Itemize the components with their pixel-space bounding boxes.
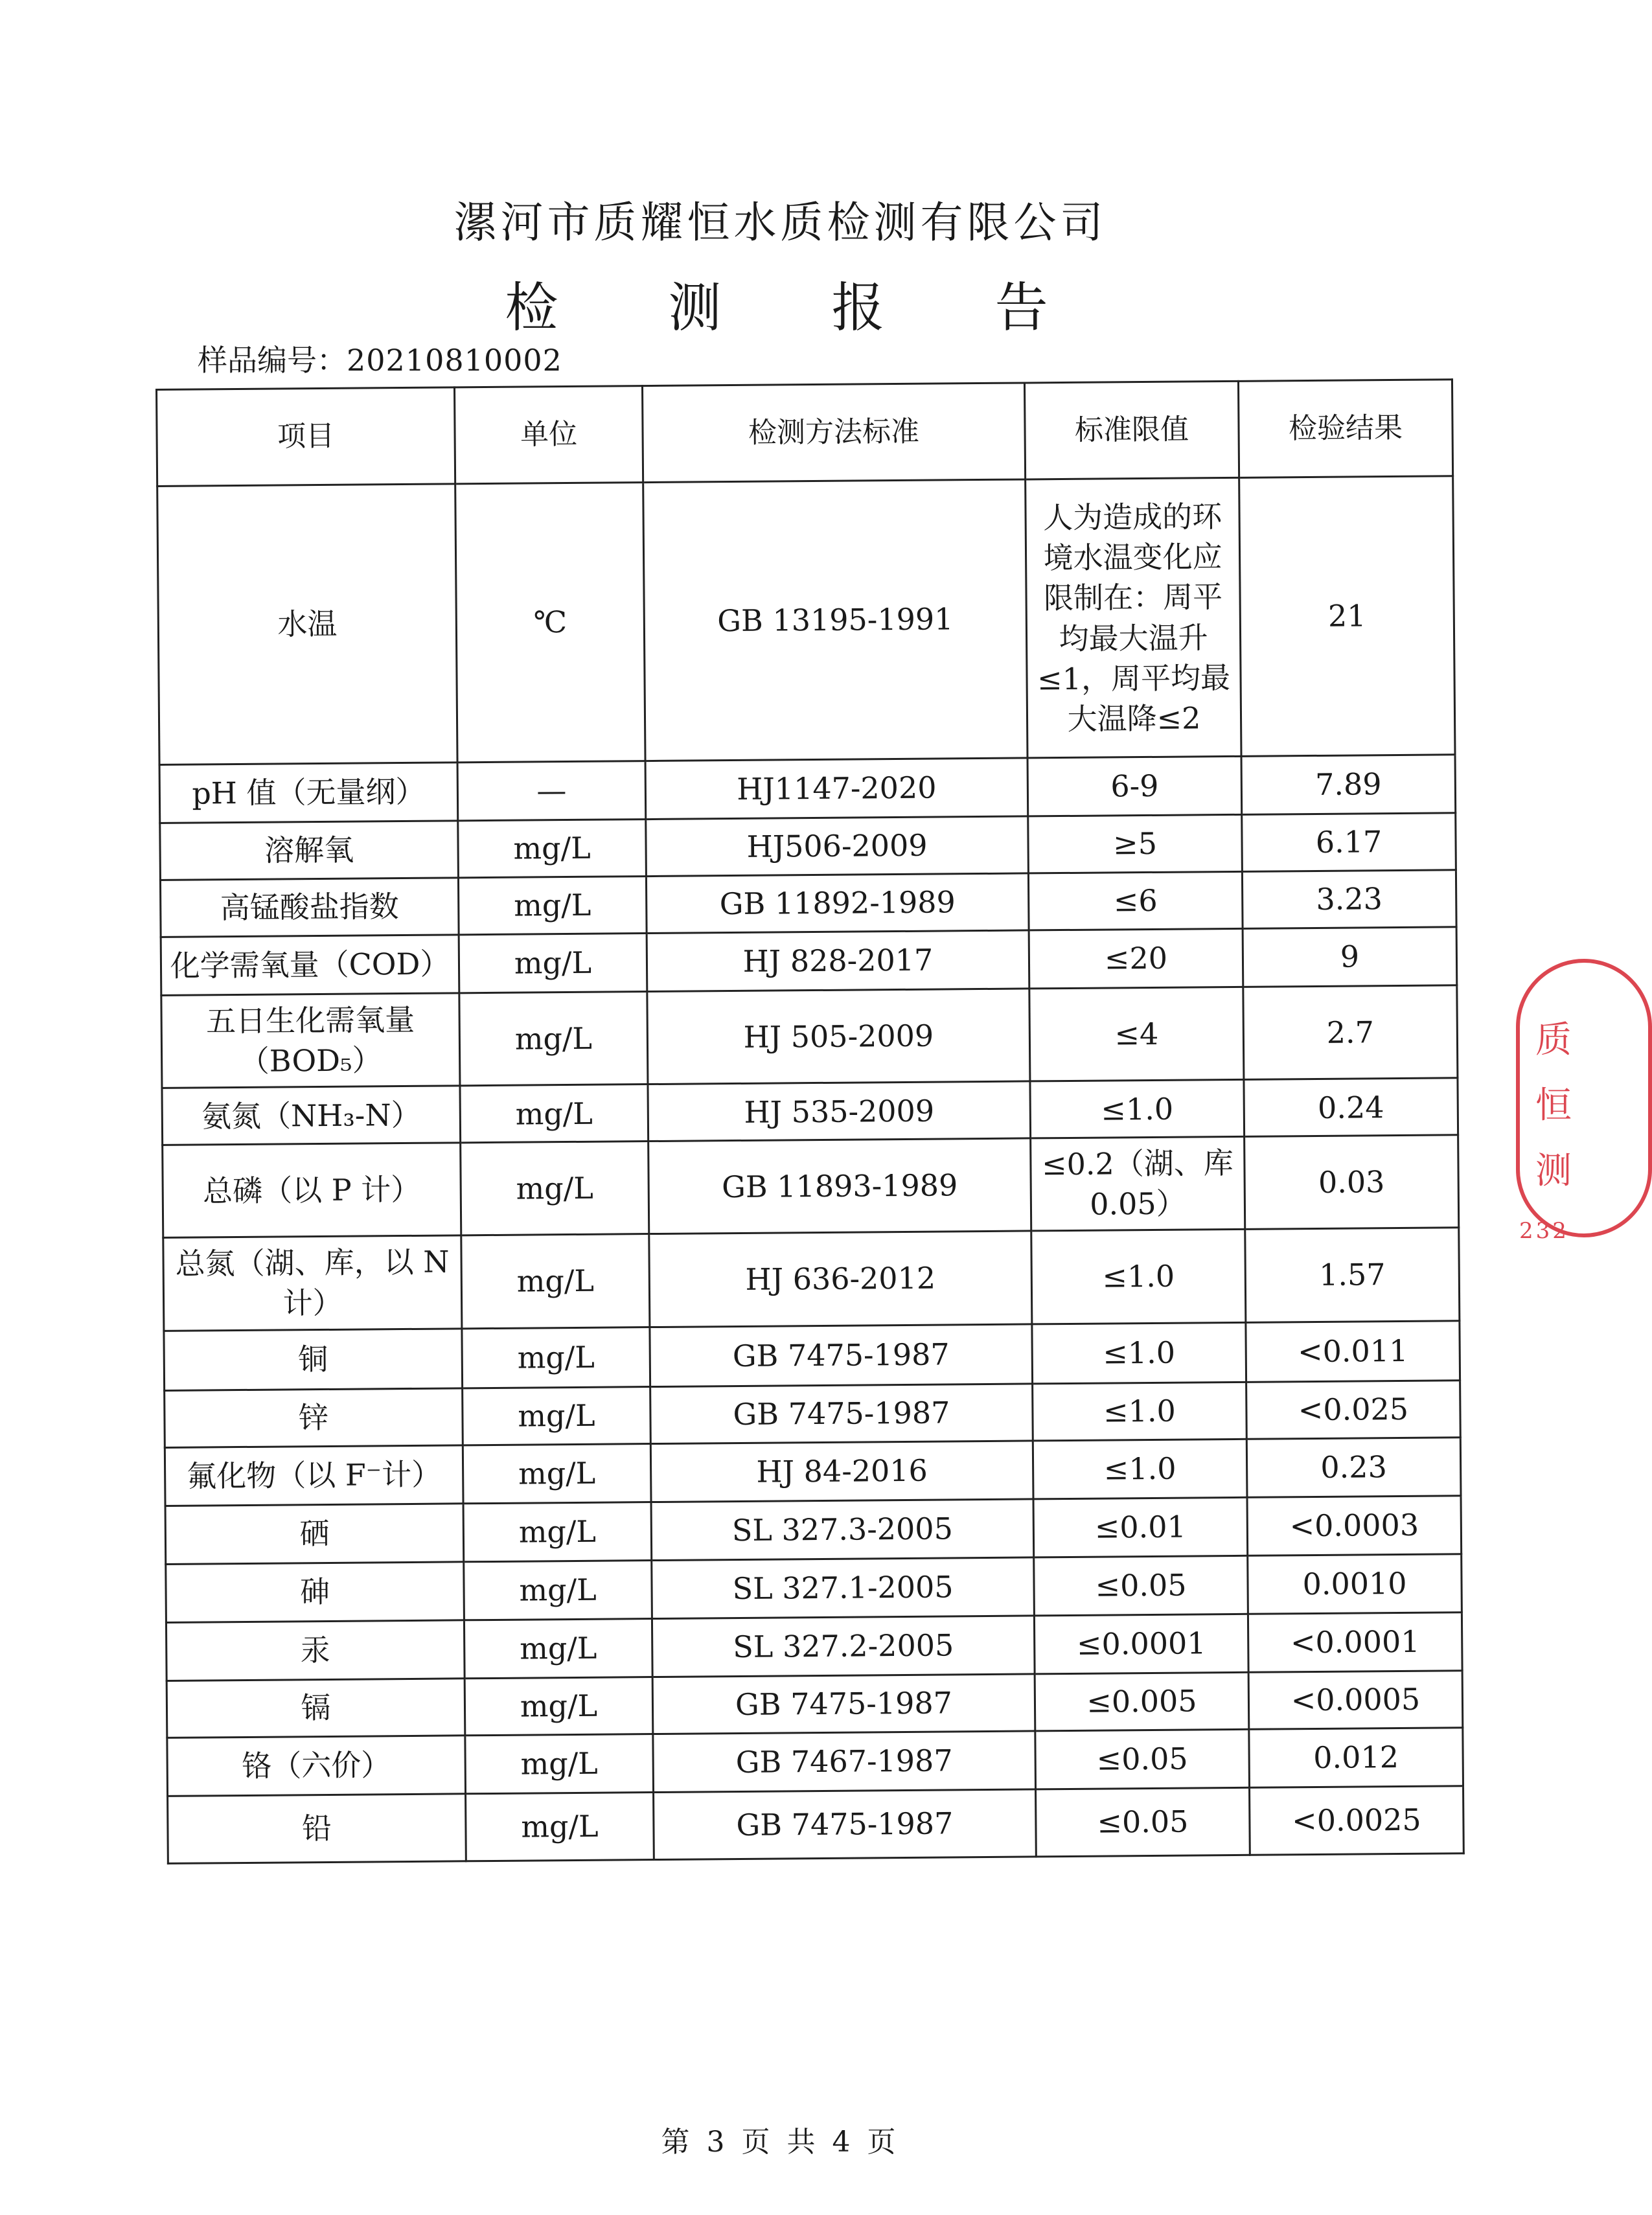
- row-item-cell: pH 值（无量纲）: [159, 763, 458, 823]
- table-row: [160, 813, 1456, 880]
- row-method-cell: GB 7475-1987: [650, 1383, 1033, 1443]
- row-limit-cell: ≤0.05: [1035, 1729, 1250, 1789]
- row-result-cell: <0.0003: [1247, 1495, 1462, 1555]
- row-limit-cell: ≤6: [1028, 871, 1243, 930]
- row-unit-cell: mg/L: [466, 1792, 654, 1861]
- company-seal-stamp: 质 恒 测: [1516, 959, 1652, 1237]
- page-number: 第 3 页 共 4 页: [661, 2126, 900, 2159]
- row-method-cell: SL 327.2-2005: [652, 1615, 1035, 1677]
- column-header-unit: 单位: [454, 386, 643, 484]
- row-method-cell: HJ 505-2009: [647, 989, 1030, 1085]
- row-item-cell: 五日生化需氧量（BOD₅）: [161, 993, 460, 1088]
- row-unit-cell: mg/L: [464, 1560, 652, 1620]
- row-item-cell: 铜: [164, 1328, 463, 1390]
- row-result-cell: <0.011: [1246, 1320, 1460, 1382]
- row-method-cell: HJ506-2009: [646, 816, 1029, 877]
- sample-number-value: 20210810002: [347, 343, 562, 378]
- row-unit-cell: mg/L: [461, 1234, 650, 1328]
- row-unit-cell: mg/L: [463, 1386, 651, 1445]
- row-unit-cell: mg/L: [465, 1677, 653, 1735]
- row-limit-cell: ≤1.0: [1033, 1382, 1247, 1441]
- row-item-cell: 氨氮（NH₃-N）: [162, 1086, 461, 1145]
- row-unit-cell: mg/L: [464, 1618, 652, 1678]
- table-row: [161, 927, 1457, 996]
- row-result-cell: 0.03: [1245, 1135, 1459, 1230]
- row-item-cell: 汞: [166, 1620, 465, 1681]
- row-limit-cell: ≤1.0: [1031, 1230, 1246, 1324]
- row-result-cell: 7.89: [1241, 755, 1456, 815]
- row-item-cell: 总氮（湖、库，以 N 计）: [163, 1235, 462, 1331]
- row-result-cell: 1.57: [1245, 1228, 1460, 1322]
- row-item-cell: 硒: [165, 1503, 464, 1564]
- row-limit-cell: ≤0.0001: [1034, 1614, 1248, 1674]
- row-method-cell: GB 11892-1989: [646, 873, 1029, 934]
- row-unit-cell: ℃: [455, 483, 645, 763]
- row-limit-cell: ≥5: [1028, 814, 1243, 873]
- table-row: [166, 1554, 1462, 1622]
- row-unit-cell: mg/L: [460, 1085, 648, 1143]
- row-unit-cell: —: [457, 761, 646, 821]
- sample-number-label: 样品编号：: [198, 343, 347, 378]
- row-unit-cell: mg/L: [458, 877, 647, 935]
- row-method-cell: GB 13195-1991: [643, 479, 1027, 761]
- row-result-cell: 0.24: [1244, 1078, 1458, 1137]
- row-item-cell: 锌: [165, 1388, 463, 1447]
- row-method-cell: SL 327.1-2005: [652, 1557, 1035, 1618]
- row-item-cell: 溶解氧: [160, 821, 459, 880]
- table-row: [164, 1320, 1460, 1390]
- row-item-cell: 镉: [166, 1678, 465, 1738]
- table-row: [161, 985, 1458, 1088]
- row-method-cell: HJ 636-2012: [649, 1231, 1032, 1327]
- table-row: [163, 1135, 1459, 1238]
- row-item-cell: 高锰酸盐指数: [160, 878, 459, 937]
- table-row: [168, 1785, 1464, 1863]
- row-result-cell: 2.7: [1243, 985, 1458, 1080]
- report-title: 检 测 报 告: [505, 277, 1095, 339]
- row-method-cell: HJ1147-2020: [645, 758, 1028, 820]
- row-result-cell: 3.23: [1242, 870, 1456, 929]
- row-limit-cell: ≤0.01: [1033, 1497, 1248, 1557]
- row-method-cell: HJ 535-2009: [648, 1081, 1031, 1142]
- table-row: [162, 1078, 1458, 1145]
- row-limit-cell: ≤1.0: [1032, 1322, 1246, 1384]
- table-row: [165, 1495, 1462, 1564]
- column-header-item: 项目: [157, 387, 455, 487]
- row-limit-cell: ≤0.05: [1036, 1787, 1250, 1857]
- row-method-cell: GB 7475-1987: [652, 1673, 1035, 1734]
- row-method-cell: GB 7467-1987: [653, 1730, 1036, 1792]
- column-header-result: 检验结果: [1238, 380, 1452, 478]
- company-name: 漯河市质耀恒水质检测有限公司: [453, 198, 1107, 247]
- row-item-cell: 氟化物（以 F⁻计）: [165, 1445, 463, 1506]
- table-row: [166, 1670, 1463, 1738]
- table-row: [157, 476, 1455, 765]
- table-row: [159, 755, 1456, 823]
- table-header-row: [157, 380, 1453, 487]
- row-method-cell: GB 11893-1989: [648, 1138, 1031, 1234]
- row-item-cell: 铅: [168, 1793, 466, 1863]
- row-unit-cell: mg/L: [463, 1443, 651, 1503]
- row-method-cell: HJ 828-2017: [647, 930, 1029, 992]
- row-item-cell: 水温: [157, 484, 457, 765]
- row-item-cell: 化学需氧量（COD）: [161, 935, 459, 996]
- row-unit-cell: mg/L: [459, 934, 647, 993]
- row-unit-cell: mg/L: [462, 1327, 650, 1388]
- row-result-cell: 9: [1243, 927, 1457, 987]
- row-limit-cell: ≤0.005: [1035, 1672, 1249, 1731]
- table-body: [157, 476, 1464, 1863]
- row-result-cell: 0.23: [1246, 1437, 1461, 1497]
- row-result-cell: 0.0010: [1248, 1554, 1462, 1614]
- results-table: [155, 378, 1465, 1864]
- row-item-cell: 铬（六价）: [167, 1735, 466, 1796]
- row-result-cell: 21: [1239, 476, 1455, 757]
- row-result-cell: <0.0025: [1250, 1785, 1464, 1855]
- row-method-cell: HJ 84-2016: [650, 1440, 1033, 1502]
- row-result-cell: <0.025: [1246, 1380, 1461, 1439]
- row-unit-cell: mg/L: [463, 1502, 652, 1561]
- table-row: [160, 870, 1456, 937]
- row-result-cell: 6.17: [1242, 813, 1456, 872]
- row-limit-cell: ≤0.05: [1034, 1555, 1248, 1616]
- table-row: [167, 1727, 1463, 1796]
- row-unit-cell: mg/L: [458, 820, 647, 878]
- row-unit-cell: mg/L: [461, 1142, 649, 1235]
- row-limit-cell: ≤4: [1029, 987, 1244, 1081]
- row-limit-cell: ≤0.2（湖、库 0.05）: [1031, 1137, 1245, 1232]
- row-limit-cell: ≤1.0: [1030, 1080, 1245, 1139]
- row-limit-cell: ≤1.0: [1033, 1439, 1247, 1499]
- row-result-cell: 0.012: [1249, 1727, 1463, 1787]
- column-header-method: 检测方法标准: [642, 383, 1025, 483]
- row-unit-cell: mg/L: [459, 992, 648, 1086]
- row-unit-cell: mg/L: [465, 1734, 654, 1793]
- table-row: [166, 1612, 1462, 1681]
- row-method-cell: GB 7475-1987: [650, 1324, 1033, 1386]
- table-row: [165, 1380, 1461, 1447]
- row-result-cell: <0.0001: [1248, 1612, 1462, 1672]
- table-row: [163, 1228, 1460, 1331]
- row-item-cell: 砷: [166, 1561, 465, 1622]
- sample-number-line: [198, 337, 562, 380]
- row-limit-cell: 6-9: [1027, 756, 1242, 816]
- row-item-cell: 总磷（以 P 计）: [163, 1143, 461, 1238]
- table-row: [165, 1437, 1461, 1506]
- row-result-cell: <0.0005: [1248, 1670, 1463, 1729]
- row-limit-cell: 人为造成的环境水温变化应限制在：周平均最大温升≤1，周平均最大温降≤2: [1026, 477, 1241, 758]
- row-limit-cell: ≤20: [1029, 928, 1243, 989]
- seal-number: 232: [1519, 1218, 1569, 1244]
- row-method-cell: SL 327.3-2005: [651, 1498, 1034, 1560]
- column-header-limit: 标准限值: [1024, 381, 1239, 479]
- row-method-cell: GB 7475-1987: [654, 1789, 1037, 1859]
